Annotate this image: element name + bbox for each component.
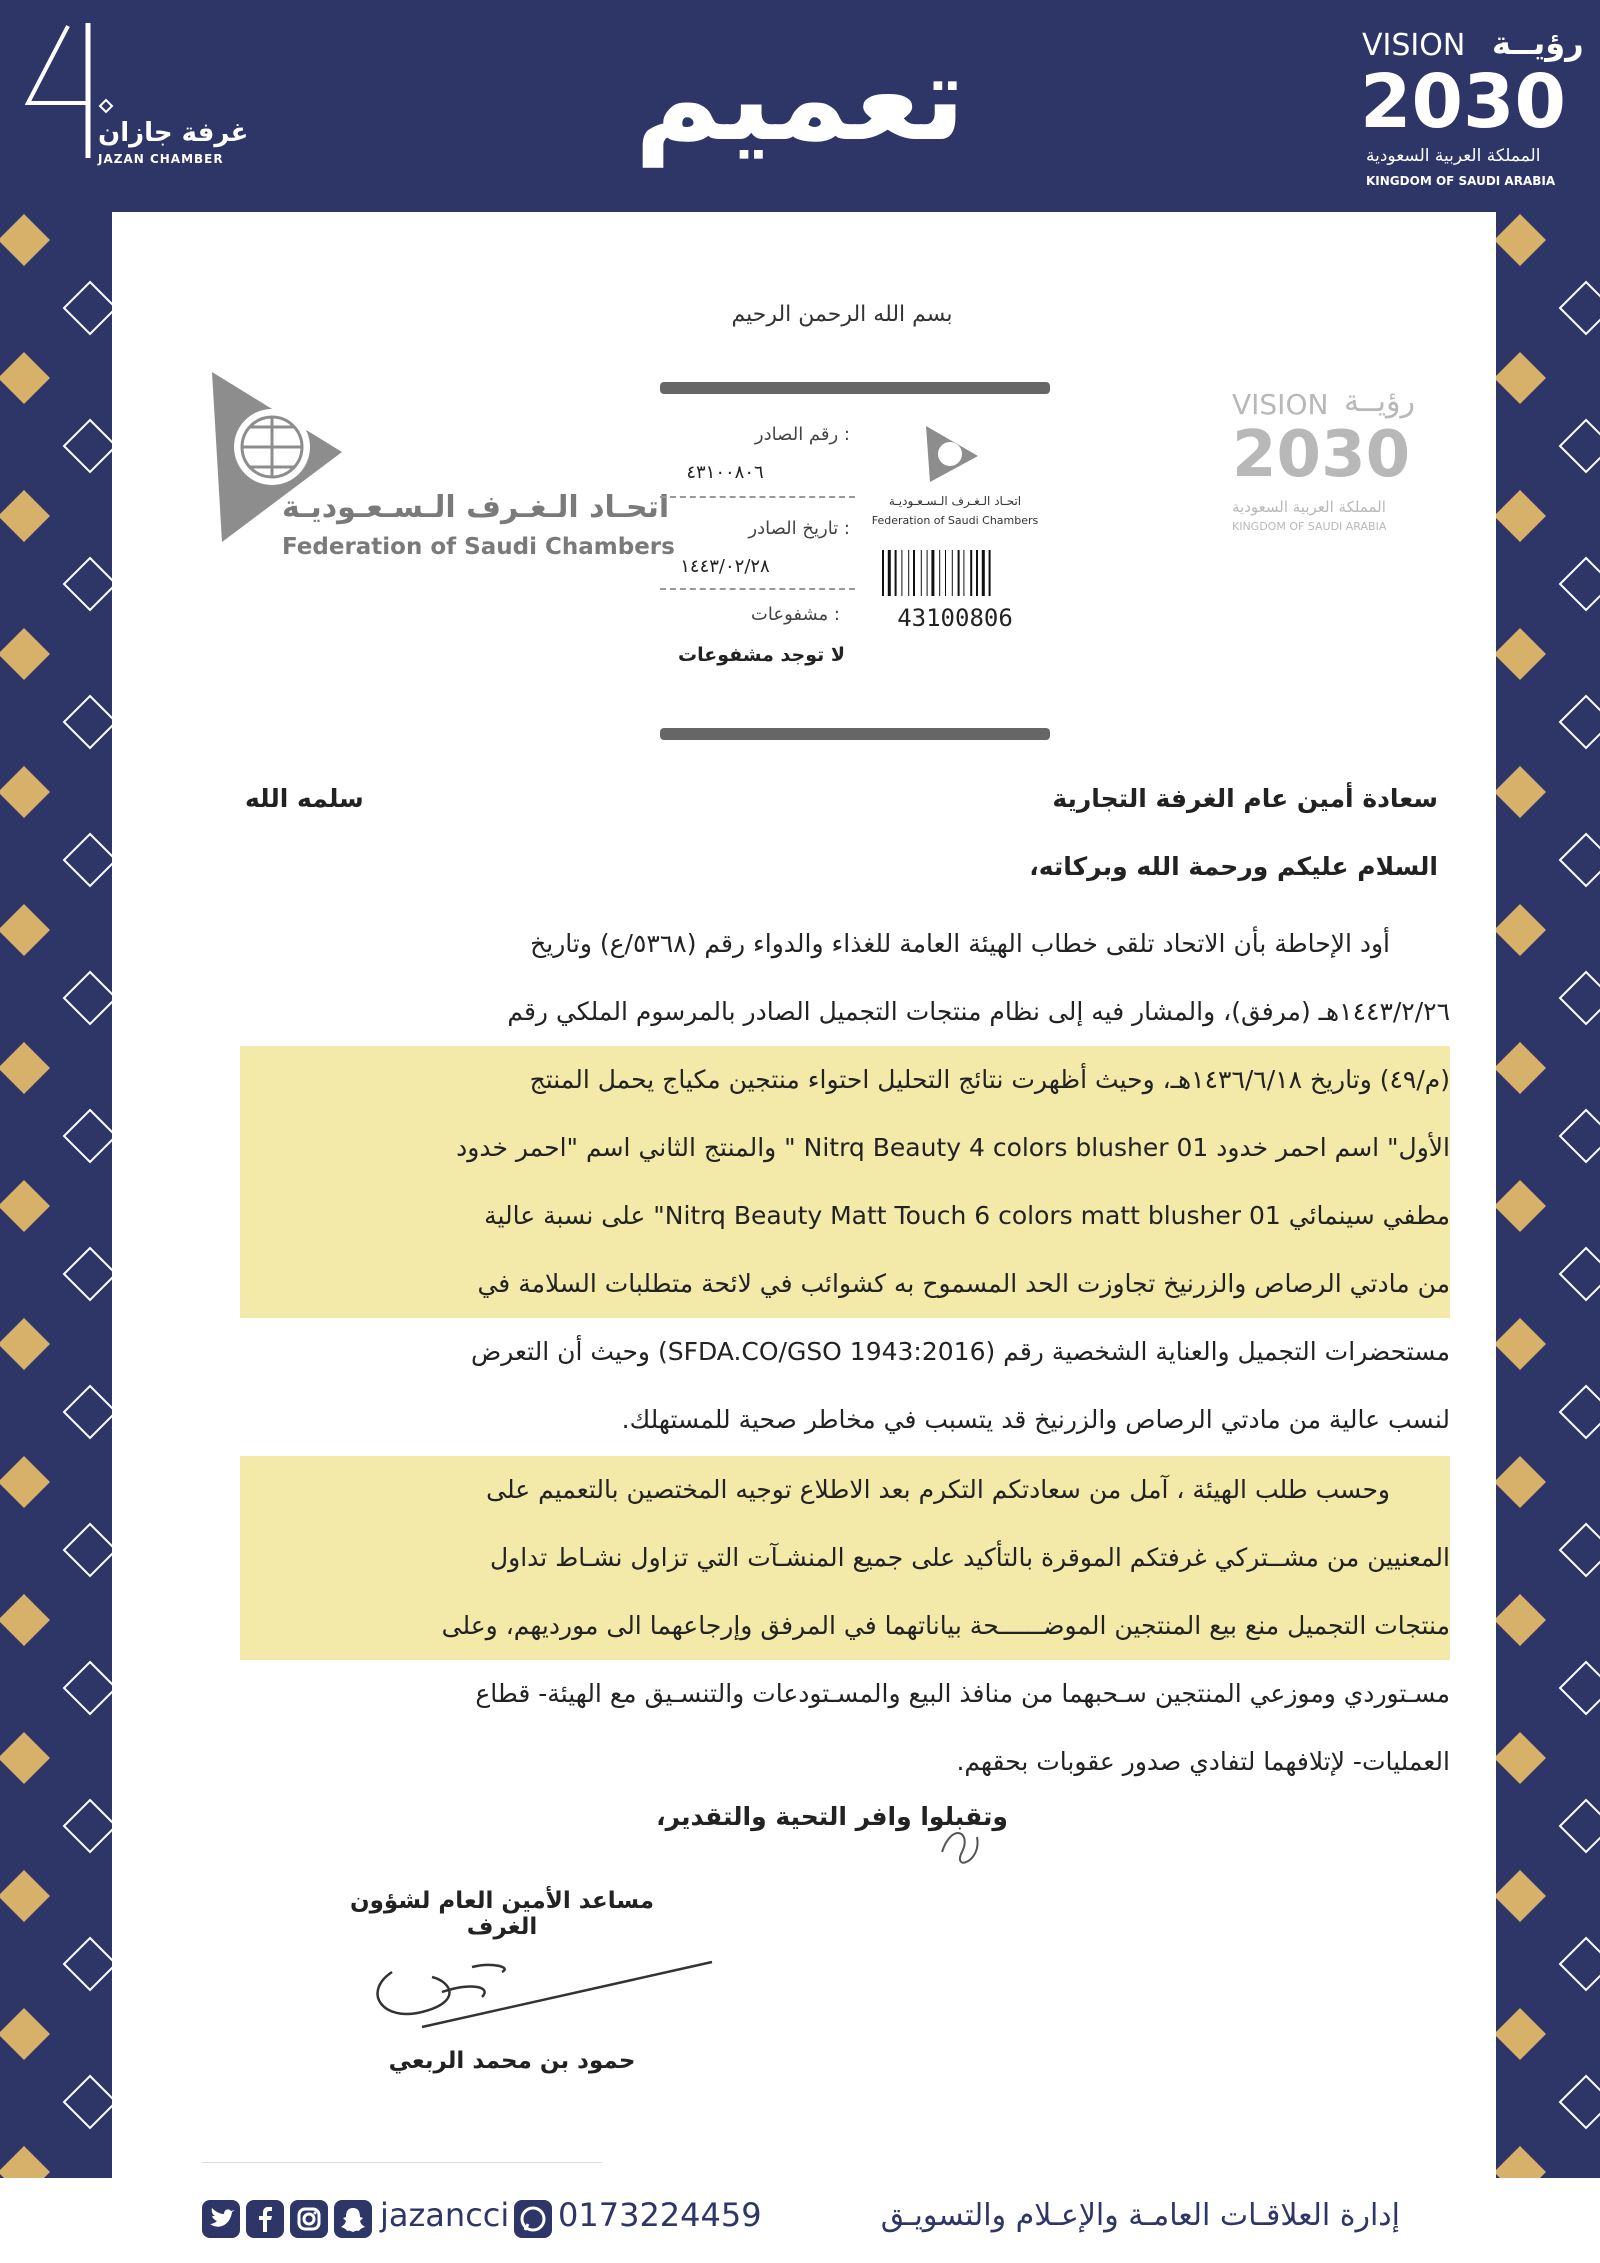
diamond-ornament [1560,420,1600,472]
diamond-ornament [0,1180,50,1232]
diamond-ornament [64,2076,116,2128]
basmala: بسم الله الرحمن الرحيم [731,302,953,327]
reference-box [660,382,1050,740]
ref-box-bottom-bar [660,728,1050,740]
diamond-ornament [64,1248,116,1300]
diamond-ornament [0,904,50,956]
facebook-icon[interactable] [246,2200,284,2238]
diamond-ornament [64,1386,116,1438]
diamond-ornament [1560,558,1600,610]
paragraph-line: الأول" اسم احمر خدود Nitrq Beauty 4 colors blusher 01 " والمنتج الثاني اسم "احمر خدود [240,1114,1450,1182]
federation-logo [202,362,675,562]
diamond-ornament [1560,282,1600,334]
small-federation-icon [922,422,982,486]
diamond-ornament [1494,214,1546,266]
diamond-ornament [1560,696,1600,748]
paragraph-line: من مادتي الرصاص والزرنيخ تجاوزت الحد المسموح به كشوائب في لائحة متطلبات السلامة في [240,1250,1450,1318]
diamond-ornament [1494,352,1546,404]
phone-number[interactable]: 0173224459 [558,2196,762,2234]
diamond-ornament [0,1042,50,1094]
federation-name-en: Federation of Saudi Chambers [282,534,675,560]
diamond-ornament [1560,1248,1600,1300]
paragraph-line: مستحضرات التجميل والعناية الشخصية رقم (SFDA.CO/GSO 1943:2016) وحيث أن التعرض [471,1337,1450,1366]
diamond-ornament [1494,1456,1546,1508]
diamond-ornament [1560,1938,1600,1990]
diamond-ornament [1494,628,1546,680]
diamond-ornament [64,282,116,334]
vision-year: 2030 [1360,59,1566,145]
diamond-ornament [64,1110,116,1162]
diamond-ornament [64,1524,116,1576]
diamond-ornament [1494,1318,1546,1370]
vision-2030-stamp [1232,384,1432,558]
diamond-ornament [0,214,50,266]
letter-document [112,212,1496,2178]
stamp-vision-word-en: VISION [1232,388,1329,421]
whatsapp-icon[interactable] [514,2200,552,2238]
diamond-ornament [1560,1662,1600,1714]
diamond-ornament [0,1456,50,1508]
paragraph-line: لنسب عالية من مادتي الرصاص والزرنيخ قد يتسبب في مخاطر صحية للمستهلك. [621,1405,1450,1434]
ref-divider-1 [660,496,855,498]
diamond-ornament [64,558,116,610]
diamond-ornament [1494,766,1546,818]
paragraph-line: العمليات- لإتلافهما لتفادي صدور عقوبات بحقهم. [956,1747,1450,1776]
diamond-ornament [0,1870,50,1922]
paragraph-line: ١٤٤٣/٢/٢٦هـ (مرفق)، والمشار فيه إلى نظام منتجات التجميل الصادر بالمرسوم الملكي رقم [507,997,1450,1026]
department-name: إدارة العلاقـات العامـة والإعـلام والتسويـق [880,2198,1400,2233]
diamond-ornament [0,352,50,404]
twitter-icon[interactable] [202,2200,240,2238]
diamond-ornament [0,1732,50,1784]
barcode-number: 43100806 [897,604,1013,632]
instagram-icon[interactable] [290,2200,328,2238]
diamond-ornament [1494,1870,1546,1922]
kingdom-en: KINGDOM OF SAUDI ARABIA [1366,174,1556,188]
social-handle[interactable]: jazancci [380,2196,510,2234]
diamond-ornament [1560,972,1600,1024]
diamond-ornament [0,490,50,542]
diamond-ornament [0,628,50,680]
diamond-ornament [0,1594,50,1646]
footer-bar [0,2178,1600,2263]
diamond-ornament [0,766,50,818]
vision-word-ar: رؤيــة [1492,24,1584,62]
diamond-ornament [1494,490,1546,542]
vision-word-en: VISION [1362,28,1466,63]
diamond-ornament [0,1318,50,1370]
diamond-ornament [1560,2076,1600,2128]
closing: وتقبلوا وافر التحية والتقدير، [656,1802,1008,1831]
diamond-ornament [1494,904,1546,956]
diamond-ornament [1560,1524,1600,1576]
diamond-ornament [1560,1800,1600,1852]
small-federation-en: Federation of Saudi Chambers [871,514,1039,527]
footer-divider [202,2162,602,2163]
diamond-ornament [64,1800,116,1852]
paragraph-line: وحسب طلب الهيئة ، آمل من سعادتكم التكرم بعد الاطلاع توجيه المختصين بالتعميم على [240,1456,1450,1524]
ref-attachments-label: مشفوعات : [750,604,840,625]
paragraph-line: المعنيين من مشــتركي غرفتكم الموقرة بالتأكيد على جميع المنشـآت التي تزاول نشـاط تداول [240,1524,1450,1592]
paragraph-line: مطفي سينمائي Nitrq Beauty Matt Touch 6 colors matt blusher 01" على نسبة عالية [240,1182,1450,1250]
addressee: سعادة أمين عام الغرفة التجارية [1052,784,1438,813]
stamp-vision-word-ar: رؤيــة [1344,384,1415,419]
stamp-kingdom-ar: المملكة العربية السعودية [1232,498,1386,516]
ref-number-label: رقم الصادر : [754,424,850,445]
diamond-ornament [64,834,116,886]
signature-icon [362,1932,722,2042]
federation-name-ar: اتحـاد الـغـرف الـسـعـوديـة [282,490,670,525]
diamond-ornament [1560,834,1600,886]
diamond-ornament [1560,1386,1600,1438]
paragraph-line: أود الإحاطة بأن الاتحاد تلقى خطاب الهيئة العامة للغذاء والدواء رقم (٥٣٦٨/ع) وتاريخ [530,929,1390,958]
paragraph-line: مسـتوردي وموزعي المنتجين سـحبهما من منافذ البيع والمسـتودعات والتنسـيق مع الهيئة- قطاع [475,1679,1450,1708]
ref-attachments-value: لا توجد مشفوعات [678,644,845,666]
signatory-name: حمود بن محمد الربعي [388,2048,636,2074]
ref-date-value: ١٤٤٣/٠٢/٢٨ [680,556,770,577]
chamber-name-ar: غرفة جازان [98,118,249,148]
initial-mark-icon [932,1812,992,1872]
jazan-chamber-logo [18,18,249,166]
snapchat-icon[interactable] [334,2200,372,2238]
diamond-ornament [64,1662,116,1714]
stamp-vision-year: 2030 [1232,418,1411,492]
page-title: تعميم [634,29,966,167]
ref-date-label: تاريخ الصادر : [748,518,850,539]
diamond-ornament [64,972,116,1024]
ref-divider-2 [660,588,855,590]
greeting: السلام عليكم ورحمة الله وبركاته، [1029,852,1438,881]
chamber-name-en: JAZAN CHAMBER [98,152,224,166]
diamond-ornament [64,420,116,472]
body-paragraph-2 [240,1456,1450,1796]
ref-number-value: ٤٣١٠٠٨٠٦ [686,462,764,483]
body-paragraph-1 [240,910,1450,1454]
stamp-kingdom-en: KINGDOM OF SAUDI ARABIA [1232,520,1387,533]
diamond-ornament [1494,1180,1546,1232]
barcode-icon [880,550,1030,596]
diamond-ornament [1494,1594,1546,1646]
diamond-ornament [1494,2008,1546,2060]
signatory-title: مساعد الأمين العام لشؤون الغرف [349,1888,655,1940]
diamond-ornament [0,2008,50,2060]
paragraph-line: (م/٤٩) وتاريخ ١٤٣٦/٦/١٨هـ، وحيث أظهرت نتائج التحليل احتواء منتجين مكياج يحمل المنتج [240,1046,1450,1114]
paragraph-line: منتجات التجميل منع بيع المنتجين الموضــــــحة بياناتهما في المرفق وإرجاعهما الى موردیهم، وعلى [240,1592,1450,1660]
diamond-ornament [1560,1110,1600,1162]
diamond-ornament [64,1938,116,1990]
diamond-ornament [64,696,116,748]
diamond-ornament [1494,1042,1546,1094]
header-bar [0,0,1600,212]
kingdom-ar: المملكة العربية السعودية [1366,146,1541,166]
salutation-end: سلمه الله [245,784,364,813]
ref-box-top-bar [660,382,1050,394]
diamond-ornament [1494,1732,1546,1784]
small-federation-ar: اتحـاد الـغـرف الـسـعـوديـة [888,494,1022,508]
